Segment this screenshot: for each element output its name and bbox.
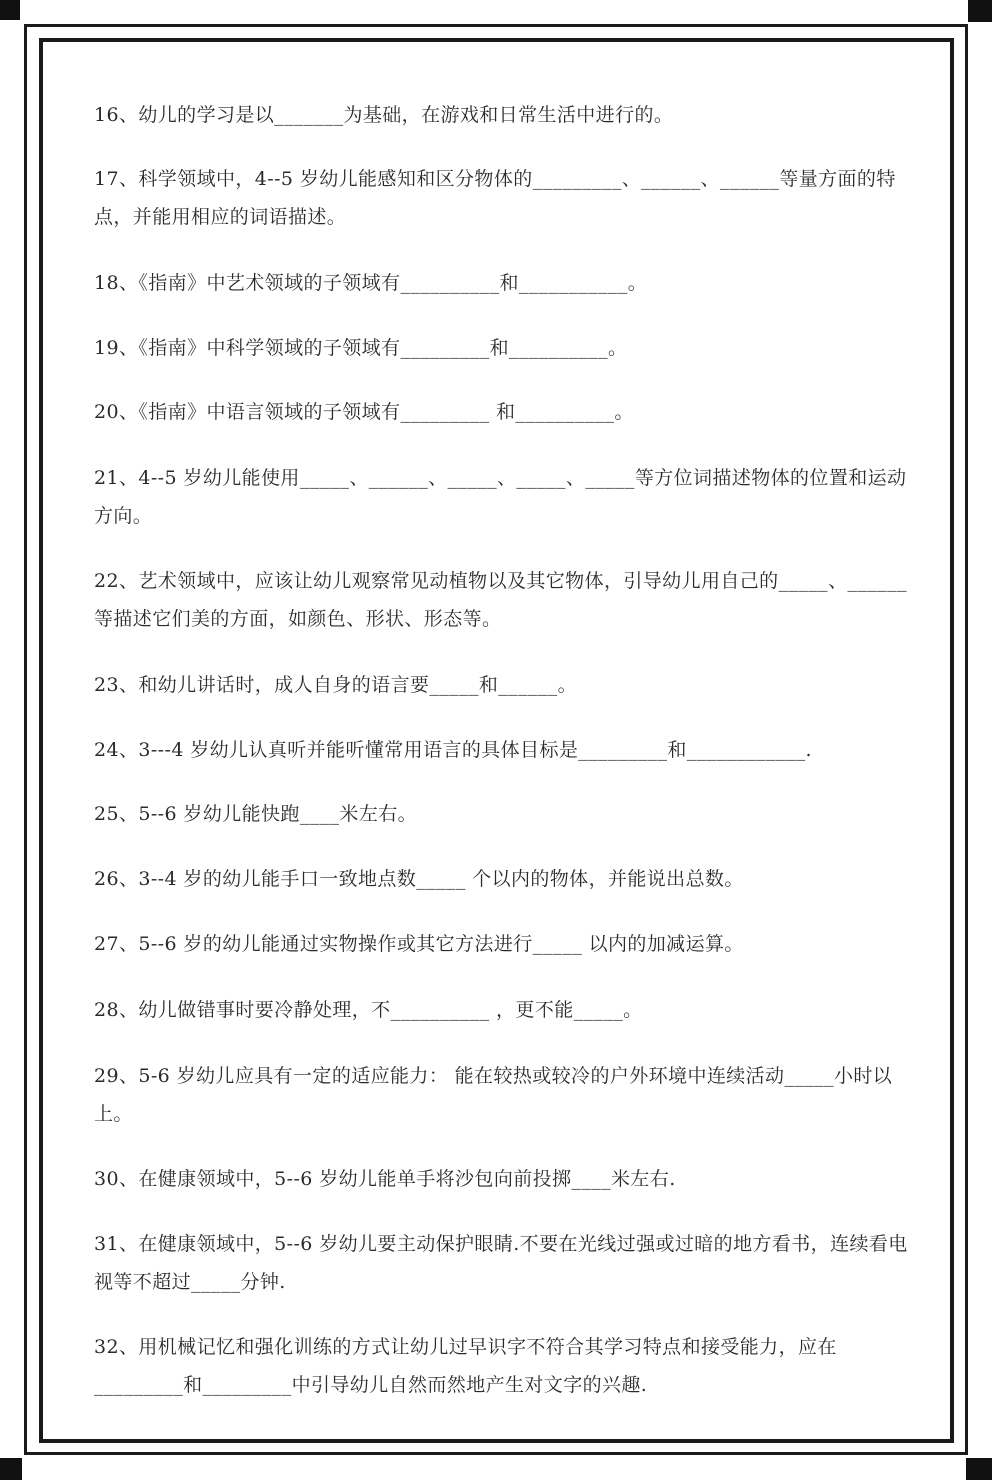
- corner-mark-top-right: [968, 0, 992, 22]
- question-28: 28、幼儿做错事时要冷静处理，不__________ ，更不能_____。: [94, 999, 643, 1021]
- question-20: 20、《指南》中语言领域的子领域有_________ 和__________。: [94, 401, 634, 423]
- corner-mark-bottom-left: [0, 1458, 22, 1480]
- question-27: 27、5--6 岁的幼儿能通过实物操作或其它方法进行_____ 以内的加减运算。: [94, 933, 744, 955]
- question-19: 19、《指南》中科学领域的子领域有_________和__________。: [94, 337, 628, 359]
- question-24: 24、3---4 岁幼儿认真听并能听懂常用语言的具体目标是_________和____________.: [94, 739, 812, 761]
- question-18: 18、《指南》中艺术领域的子领域有__________和___________。: [94, 272, 648, 294]
- question-22: 22、艺术领域中，应该让幼儿观察常见动植物以及其它物体，引导幼儿用自己的_____、______等描述它们美的方面，如颜色、形状、形态等。: [94, 570, 907, 630]
- question-32: 32、用机械记忆和强化训练的方式让幼儿过早识字不符合其学习特点和接受能力，应在_________和_________中引导幼儿自然而然地产生对文字的兴趣.: [94, 1336, 837, 1396]
- question-30: 30、在健康领域中，5--6 岁幼儿能单手将沙包向前投掷____米左右.: [94, 1168, 676, 1190]
- question-21: 21、4--5 岁幼儿能使用_____、______、_____、_____、_____等方位词描述物体的位置和运动方向。: [94, 467, 907, 527]
- corner-mark-top-left: [0, 0, 20, 20]
- question-26: 26、3--4 岁的幼儿能手口一致地点数_____ 个以内的物体，并能说出总数。: [94, 868, 744, 890]
- question-16: 16、幼儿的学习是以_______为基础，在游戏和日常生活中进行的。: [94, 104, 674, 126]
- question-29: 29、5-6 岁幼儿应具有一定的适应能力： 能在较热或较冷的户外环境中连续活动_____小时以上。: [94, 1065, 893, 1125]
- question-25: 25、5--6 岁幼儿能快跑____米左右。: [94, 803, 418, 825]
- question-31: 31、在健康领域中，5--6 岁幼儿要主动保护眼睛.不要在光线过强或过暗的地方看书，连续看电视等不超过_____分钟.: [94, 1233, 908, 1293]
- question-17: 17、科学领域中，4--5 岁幼儿能感知和区分物体的_________、______、______等量方面的特点，并能用相应的词语描述。: [94, 168, 896, 228]
- question-23: 23、和幼儿讲话时，成人自身的语言要_____和______。: [94, 674, 578, 696]
- corner-mark-bottom-right: [966, 1458, 992, 1480]
